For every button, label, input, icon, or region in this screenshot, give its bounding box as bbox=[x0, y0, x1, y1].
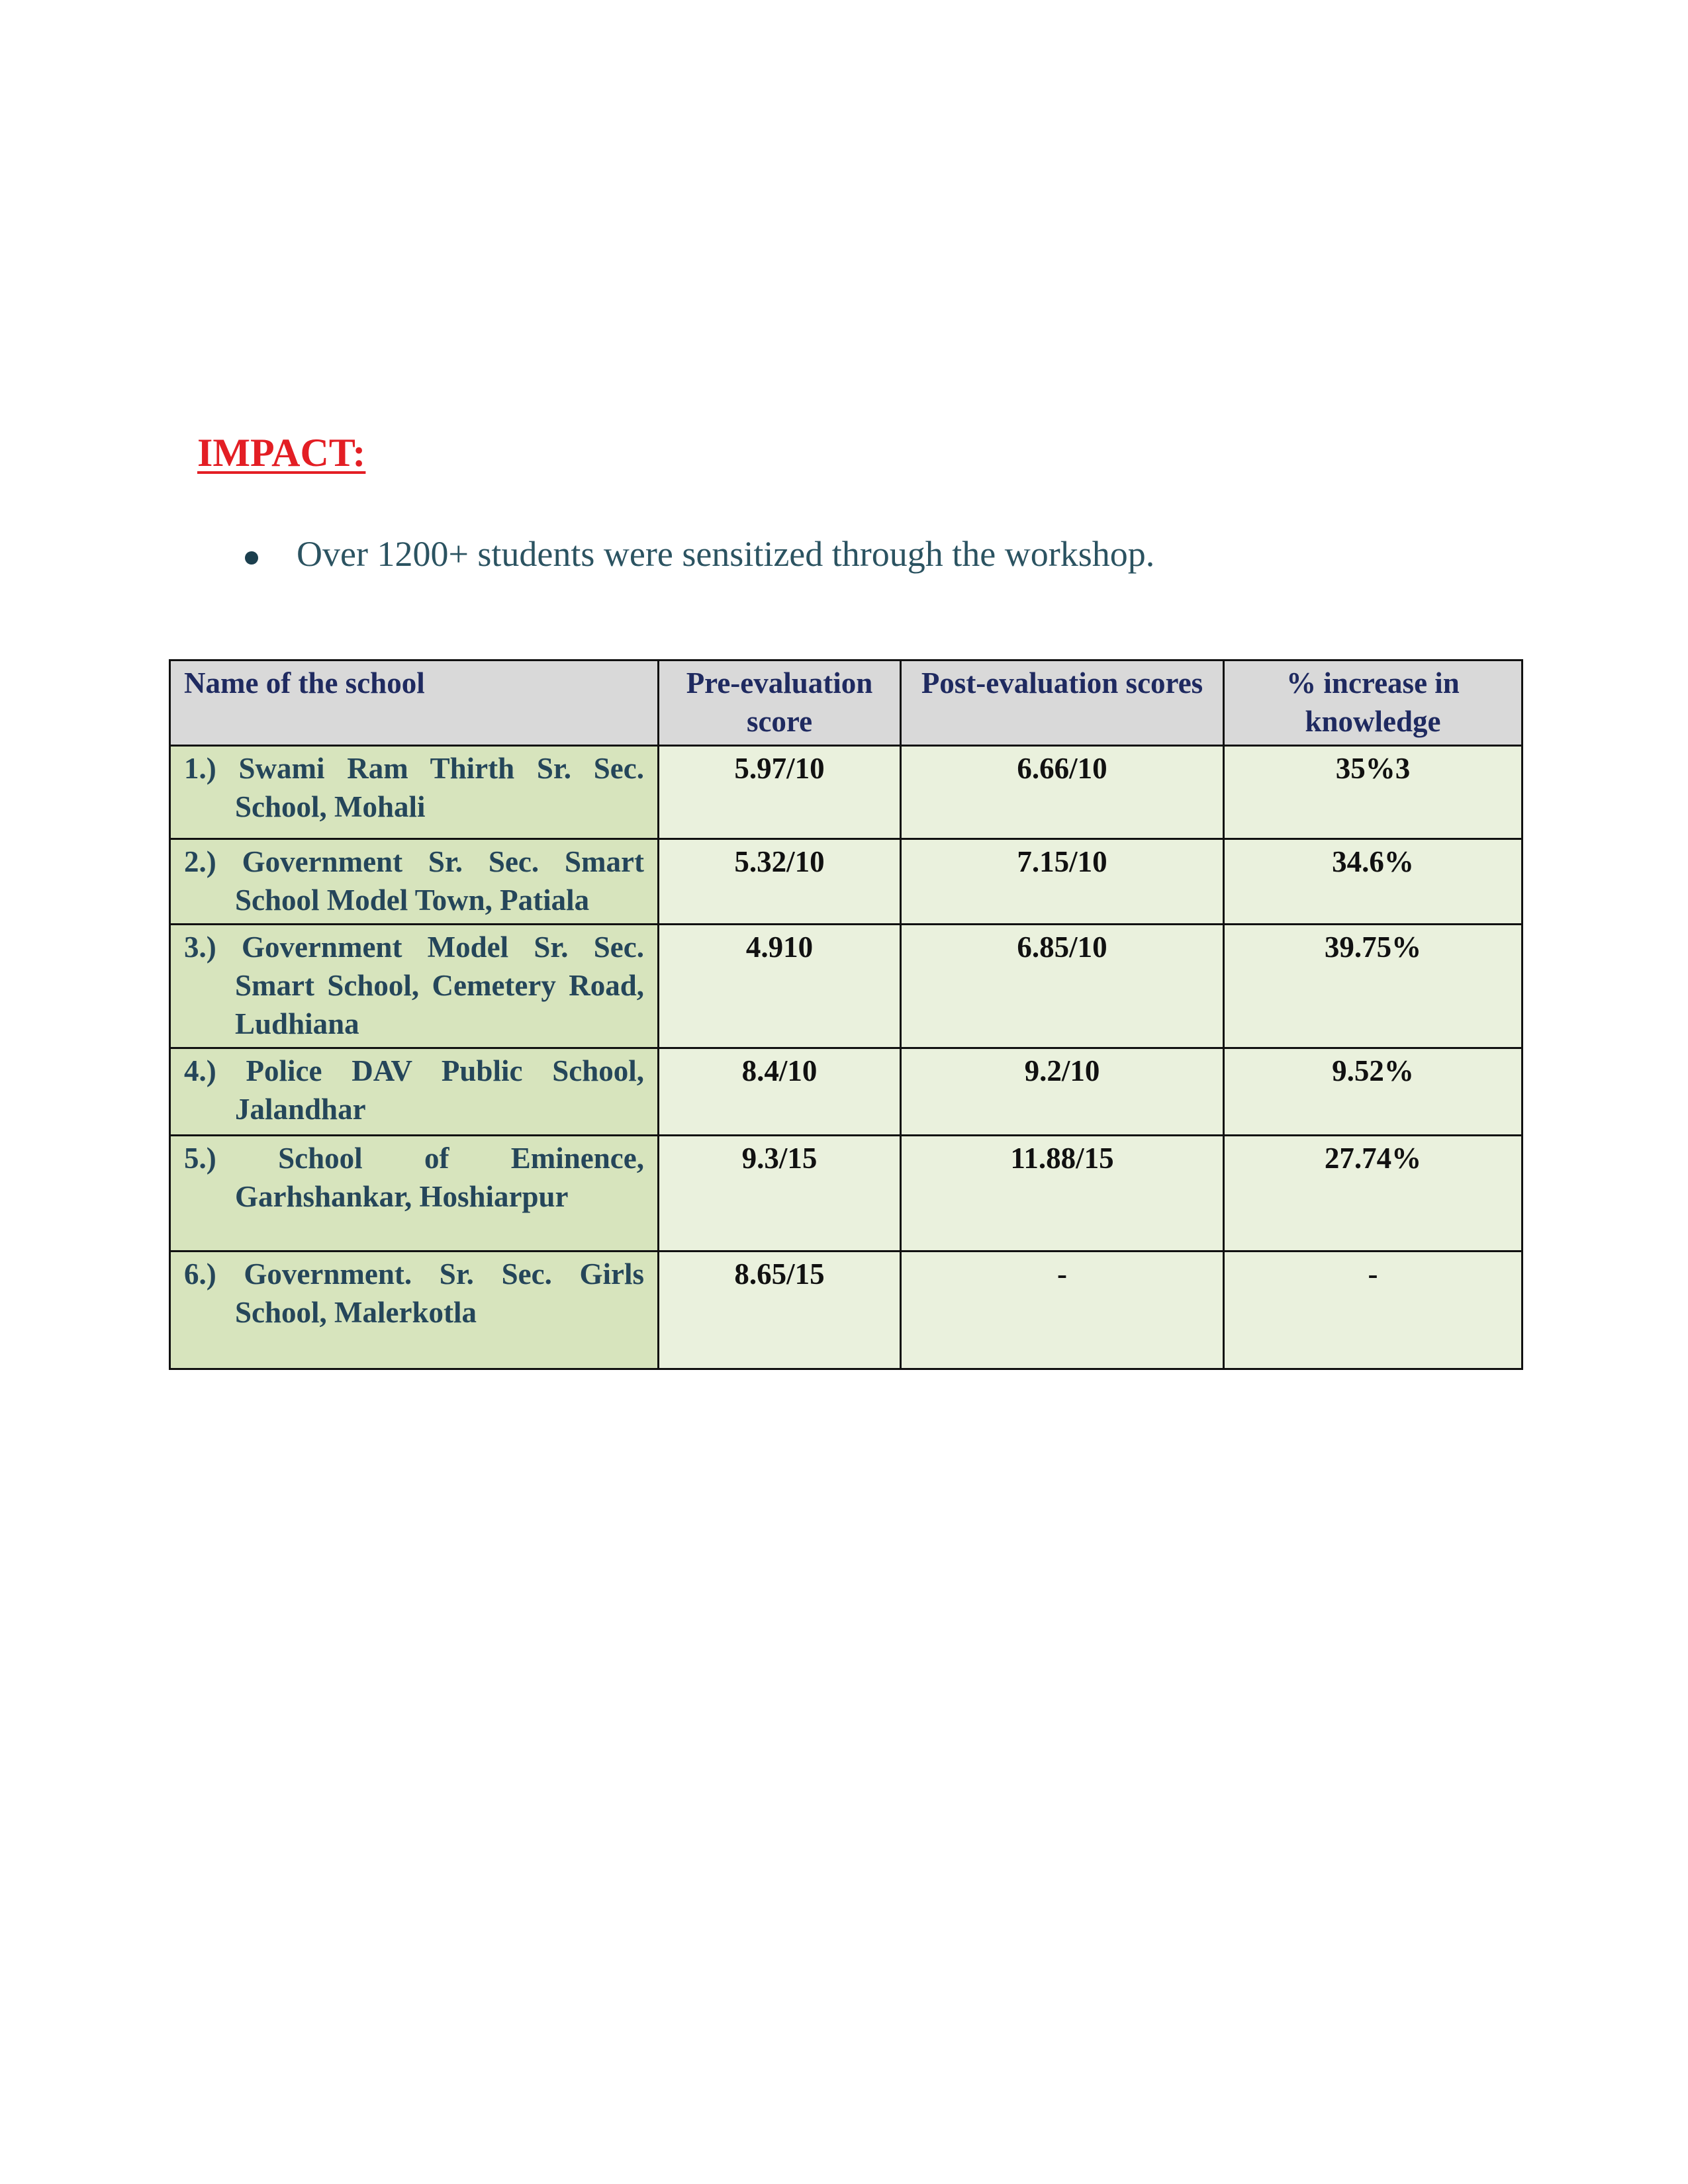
increase-cell: 34.6% bbox=[1224, 839, 1523, 925]
pre-score-cell: 9.3/15 bbox=[659, 1136, 901, 1251]
school-name-cell bbox=[170, 746, 659, 839]
list-item bbox=[238, 533, 1154, 576]
increase-cell: 39.75% bbox=[1224, 925, 1523, 1048]
bullet-text: Over 1200+ students were sensitized through the workshop. bbox=[297, 534, 1155, 574]
header-post-evaluation: Post-evaluation scores bbox=[901, 660, 1224, 746]
pre-score-cell: 8.65/15 bbox=[659, 1251, 901, 1369]
school-name: 2.) Government Sr. Sec. Smart School Model Town, Patiala bbox=[184, 845, 644, 917]
post-score-cell: 6.85/10 bbox=[901, 925, 1224, 1048]
post-score-cell: 9.2/10 bbox=[901, 1048, 1224, 1136]
bullet-list bbox=[238, 533, 1154, 576]
table-row bbox=[170, 925, 1523, 1048]
bullet-icon bbox=[245, 551, 258, 565]
post-score-cell: - bbox=[901, 1251, 1224, 1369]
school-name: 3.) Government Model Sr. Sec. Smart School, Cemetery Road, Ludhiana bbox=[184, 931, 644, 1040]
impact-table bbox=[169, 659, 1523, 1370]
school-name-cell bbox=[170, 839, 659, 925]
school-name-cell bbox=[170, 1048, 659, 1136]
pre-score-cell: 4.910 bbox=[659, 925, 901, 1048]
increase-cell: - bbox=[1224, 1251, 1523, 1369]
school-name-cell bbox=[170, 1136, 659, 1251]
increase-cell: 9.52% bbox=[1224, 1048, 1523, 1136]
school-name: 4.) Police DAV Public School, Jalandhar bbox=[184, 1054, 644, 1126]
pre-score-cell: 5.32/10 bbox=[659, 839, 901, 925]
post-score-cell: 11.88/15 bbox=[901, 1136, 1224, 1251]
table-row bbox=[170, 1048, 1523, 1136]
post-score-cell: 6.66/10 bbox=[901, 746, 1224, 839]
header-school-name: Name of the school bbox=[170, 660, 659, 746]
school-name: 5.) School of Eminence, Garhshankar, Hoshiarpur bbox=[184, 1142, 644, 1213]
table-row bbox=[170, 839, 1523, 925]
school-name-cell bbox=[170, 925, 659, 1048]
increase-cell: 35%3 bbox=[1224, 746, 1523, 839]
table-row bbox=[170, 1251, 1523, 1369]
increase-cell: 27.74% bbox=[1224, 1136, 1523, 1251]
table-header-row bbox=[170, 660, 1523, 746]
school-name: 6.) Government. Sr. Sec. Girls School, Malerkotla bbox=[184, 1257, 644, 1329]
table-row bbox=[170, 1136, 1523, 1251]
table-row bbox=[170, 746, 1523, 839]
school-name: 1.) Swami Ram Thirth Sr. Sec. School, Mohali bbox=[184, 752, 644, 823]
header-pre-evaluation: Pre-evaluation score bbox=[659, 660, 901, 746]
header-percent-increase: % increase in knowledge bbox=[1224, 660, 1523, 746]
pre-score-cell: 8.4/10 bbox=[659, 1048, 901, 1136]
pre-score-cell: 5.97/10 bbox=[659, 746, 901, 839]
impact-heading: IMPACT: bbox=[197, 431, 366, 475]
post-score-cell: 7.15/10 bbox=[901, 839, 1224, 925]
school-name-cell bbox=[170, 1251, 659, 1369]
